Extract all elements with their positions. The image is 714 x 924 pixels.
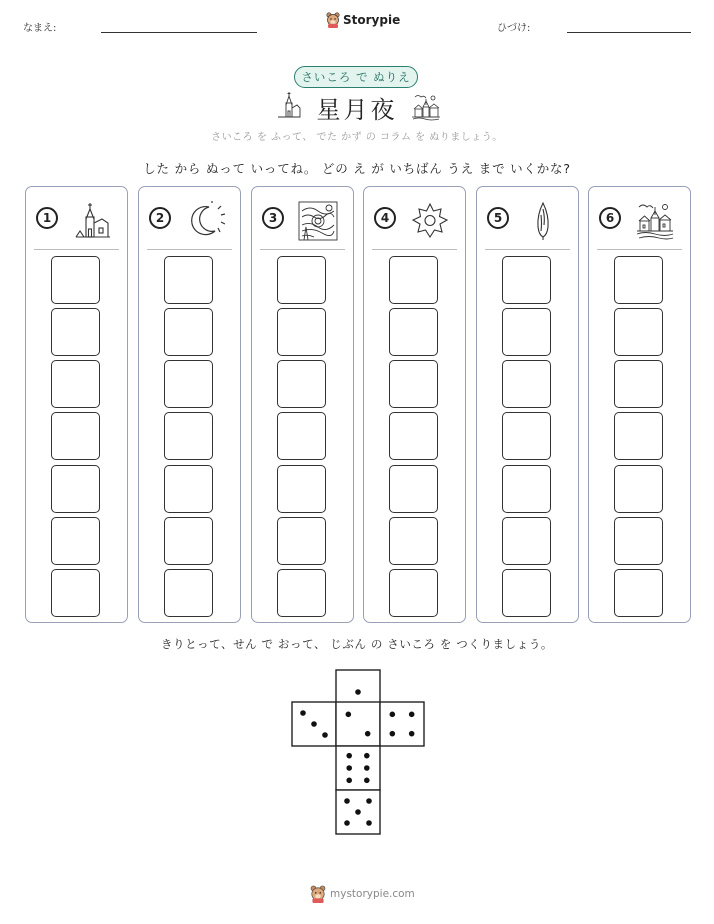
coloring-cell[interactable] [614, 256, 663, 304]
coloring-cell[interactable] [389, 256, 438, 304]
coloring-cell[interactable] [614, 360, 663, 408]
coloring-cell[interactable] [51, 360, 100, 408]
column-number: 2 [149, 207, 171, 229]
dice-column-6 [588, 186, 691, 623]
footer [310, 885, 415, 903]
coloring-cell[interactable] [502, 256, 551, 304]
coloring-cell[interactable] [502, 465, 551, 513]
dice-pip [322, 732, 328, 738]
dice-column-3 [251, 186, 354, 623]
coloring-cell[interactable] [502, 412, 551, 460]
coloring-cell[interactable] [277, 569, 326, 617]
activity-pill: さいころ で ぬりえ [294, 66, 418, 88]
dice-column-4 [363, 186, 466, 623]
cut-instruction: きりとって、せん で おって、 じぶん の さいころ を つくりましょう。 [160, 637, 554, 651]
coloring-cell[interactable] [277, 517, 326, 565]
footer-url[interactable]: mystorypie.com [330, 888, 415, 900]
coloring-cell[interactable] [614, 308, 663, 356]
coloring-cell[interactable] [614, 412, 663, 460]
dice-pip [346, 765, 352, 771]
column-divider [485, 249, 570, 250]
dice-net[interactable] [290, 668, 426, 836]
column-header [36, 201, 120, 241]
coloring-cell[interactable] [164, 465, 213, 513]
dice-pip [344, 798, 350, 804]
dice-pip [409, 712, 415, 718]
dice-pip [355, 689, 361, 695]
column-header [149, 201, 233, 241]
coloring-cell[interactable] [51, 465, 100, 513]
coloring-cell[interactable] [614, 517, 663, 565]
column-divider [260, 249, 345, 250]
column-number: 3 [262, 207, 284, 229]
dice-column-2 [138, 186, 241, 623]
coloring-cell[interactable] [164, 308, 213, 356]
dice-pip [390, 731, 396, 737]
coloring-cell[interactable] [51, 569, 100, 617]
coloring-cell[interactable] [614, 569, 663, 617]
village-icon [411, 93, 441, 121]
coloring-cell[interactable] [277, 256, 326, 304]
column-divider [34, 249, 119, 250]
column-header [262, 201, 346, 241]
coloring-cell[interactable] [164, 412, 213, 460]
column-number: 6 [599, 207, 621, 229]
column-number: 5 [487, 207, 509, 229]
coloring-cell[interactable] [51, 412, 100, 460]
column-header [374, 201, 458, 241]
column-divider [147, 249, 232, 250]
column-number: 4 [374, 207, 396, 229]
crescent-moon-icon [185, 201, 225, 241]
village-icon [635, 201, 675, 241]
brand-logo [326, 12, 400, 28]
coloring-cell[interactable] [164, 360, 213, 408]
coloring-cell[interactable] [51, 308, 100, 356]
dice-face-3 [292, 702, 336, 746]
coloring-cell[interactable] [502, 308, 551, 356]
coloring-cell[interactable] [389, 412, 438, 460]
coloring-cell[interactable] [389, 517, 438, 565]
dice-pip [390, 712, 396, 718]
column-number: 1 [36, 207, 58, 229]
instruction: した から ぬって いってね。 どの え が いちばん うえ まで いくかな? [143, 161, 571, 176]
dice-pip [346, 753, 352, 759]
coloring-cell[interactable] [389, 465, 438, 513]
column-header [487, 201, 571, 241]
coloring-cell[interactable] [502, 569, 551, 617]
dice-pip [365, 731, 371, 737]
coloring-cell[interactable] [389, 308, 438, 356]
name-line[interactable] [101, 32, 257, 33]
dice-pip [311, 721, 317, 727]
dice-pip [346, 778, 352, 784]
star-icon [410, 201, 450, 241]
dice-face-4 [380, 702, 424, 746]
dice-column-5 [476, 186, 579, 623]
brand-name: Storypie [343, 13, 401, 27]
column-divider [597, 249, 682, 250]
coloring-cell[interactable] [502, 360, 551, 408]
starry-swirl-icon [298, 201, 338, 241]
dice-pip [364, 753, 370, 759]
dice-pip [346, 712, 352, 718]
column-divider [372, 249, 457, 250]
church-icon [72, 201, 112, 241]
dice-pip [300, 710, 306, 716]
coloring-cell[interactable] [51, 256, 100, 304]
dice-pip [364, 778, 370, 784]
column-header [599, 201, 683, 241]
dice-face-5 [336, 790, 380, 834]
coloring-cell[interactable] [277, 360, 326, 408]
date-line[interactable] [567, 32, 691, 33]
coloring-cell[interactable] [277, 308, 326, 356]
coloring-cell[interactable] [277, 412, 326, 460]
coloring-cell[interactable] [502, 517, 551, 565]
dice-face-2 [336, 702, 380, 746]
coloring-cell[interactable] [51, 517, 100, 565]
coloring-cell[interactable] [389, 360, 438, 408]
dice-pip [364, 765, 370, 771]
coloring-cell[interactable] [164, 517, 213, 565]
dice-pip [355, 809, 361, 815]
subtitle: さいころ を ふって、 でた かず の コラム を ぬりましょう。 [211, 132, 503, 143]
dice-face-6 [336, 746, 380, 790]
coloring-cell[interactable] [277, 465, 326, 513]
dice-column-1 [25, 186, 128, 623]
cypress-tree-icon [523, 201, 563, 241]
page-title: 星月夜 [316, 96, 398, 124]
bear-logo-icon [326, 12, 340, 28]
name-label: なまえ: [23, 23, 57, 34]
coloring-cell[interactable] [164, 256, 213, 304]
coloring-cell[interactable] [614, 465, 663, 513]
dice-pip [366, 798, 372, 804]
dice-pip [366, 820, 372, 826]
date-label: ひづけ: [497, 23, 531, 34]
dice-pip [409, 731, 415, 737]
dice-pip [344, 820, 350, 826]
coloring-cell[interactable] [389, 569, 438, 617]
coloring-cell[interactable] [164, 569, 213, 617]
bear-logo-icon [310, 885, 326, 903]
